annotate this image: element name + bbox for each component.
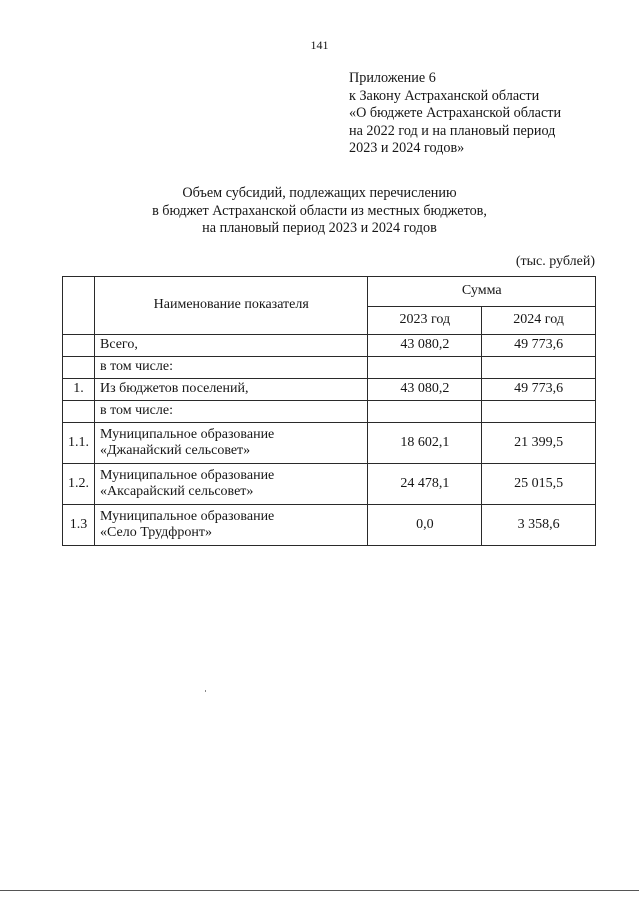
appendix-line: «О бюджете Астраханской области [349,105,562,122]
row-number [63,357,95,379]
row-name: Из бюджетов поселений, [95,379,368,401]
row-number [63,335,95,357]
row-value-2024 [482,401,596,423]
row-number [63,401,95,423]
row-name: Муниципальное образование «Село Трудфронт» [95,505,368,546]
appendix-line: Приложение 6 [349,70,436,86]
row-value-2023: 18 602,1 [368,423,482,464]
table-row [63,464,596,505]
row-name: Муниципальное образование «Аксарайский сельсовет» [95,464,368,505]
row-value-2024: 3 358,6 [482,505,596,546]
row-name: в том числе: [95,357,368,379]
title-line: Объем субсидий, подлежащих перечислению [182,185,457,201]
title-line: в бюджет Астраханской области из местных бюджетов, [152,202,487,219]
table-header-row [63,277,596,307]
units-label: (тыс. рублей) [515,254,595,269]
document-title [0,185,639,238]
row-value-2023: 0,0 [368,505,482,546]
row-name: Муниципальное образование «Джанайский сельсовет» [95,423,368,464]
header-sum-cell: Сумма [368,277,596,307]
table-row [63,335,596,357]
row-value-2023 [368,401,482,423]
header-number-cell [63,277,95,335]
row-value-2023: 43 080,2 [368,335,482,357]
row-value-2023: 43 080,2 [368,379,482,401]
scan-speck [205,690,206,692]
subsidies-table [62,276,596,546]
row-value-2024: 21 399,5 [482,423,596,464]
row-value-2023 [368,357,482,379]
appendix-line: к Закону Астраханской области [349,87,540,104]
table-row [63,357,596,379]
row-number: 1. [63,379,95,401]
table-row [63,423,596,464]
row-value-2024: 49 773,6 [482,335,596,357]
page-number: 141 [310,38,329,52]
row-value-2024 [482,357,596,379]
row-value-2024: 49 773,6 [482,379,596,401]
table-row [63,379,596,401]
row-value-2023: 24 478,1 [368,464,482,505]
page-bottom-edge [0,890,639,891]
appendix-reference [349,70,629,158]
table-row [63,401,596,423]
row-name: Всего, [95,335,368,357]
row-number: 1.3 [63,505,95,546]
row-number: 1.1. [63,423,95,464]
appendix-line: 2023 и 2024 годов» [349,140,465,157]
header-year-2023: 2023 год [368,307,482,335]
title-line: на плановый период 2023 и 2024 годов [202,220,437,236]
table-row [63,505,596,546]
row-number: 1.2. [63,464,95,505]
row-value-2024: 25 015,5 [482,464,596,505]
header-name-cell: Наименование показателя [95,277,368,335]
row-name: в том числе: [95,401,368,423]
appendix-line: на 2022 год и на плановый период [349,122,556,139]
header-year-2024: 2024 год [482,307,596,335]
